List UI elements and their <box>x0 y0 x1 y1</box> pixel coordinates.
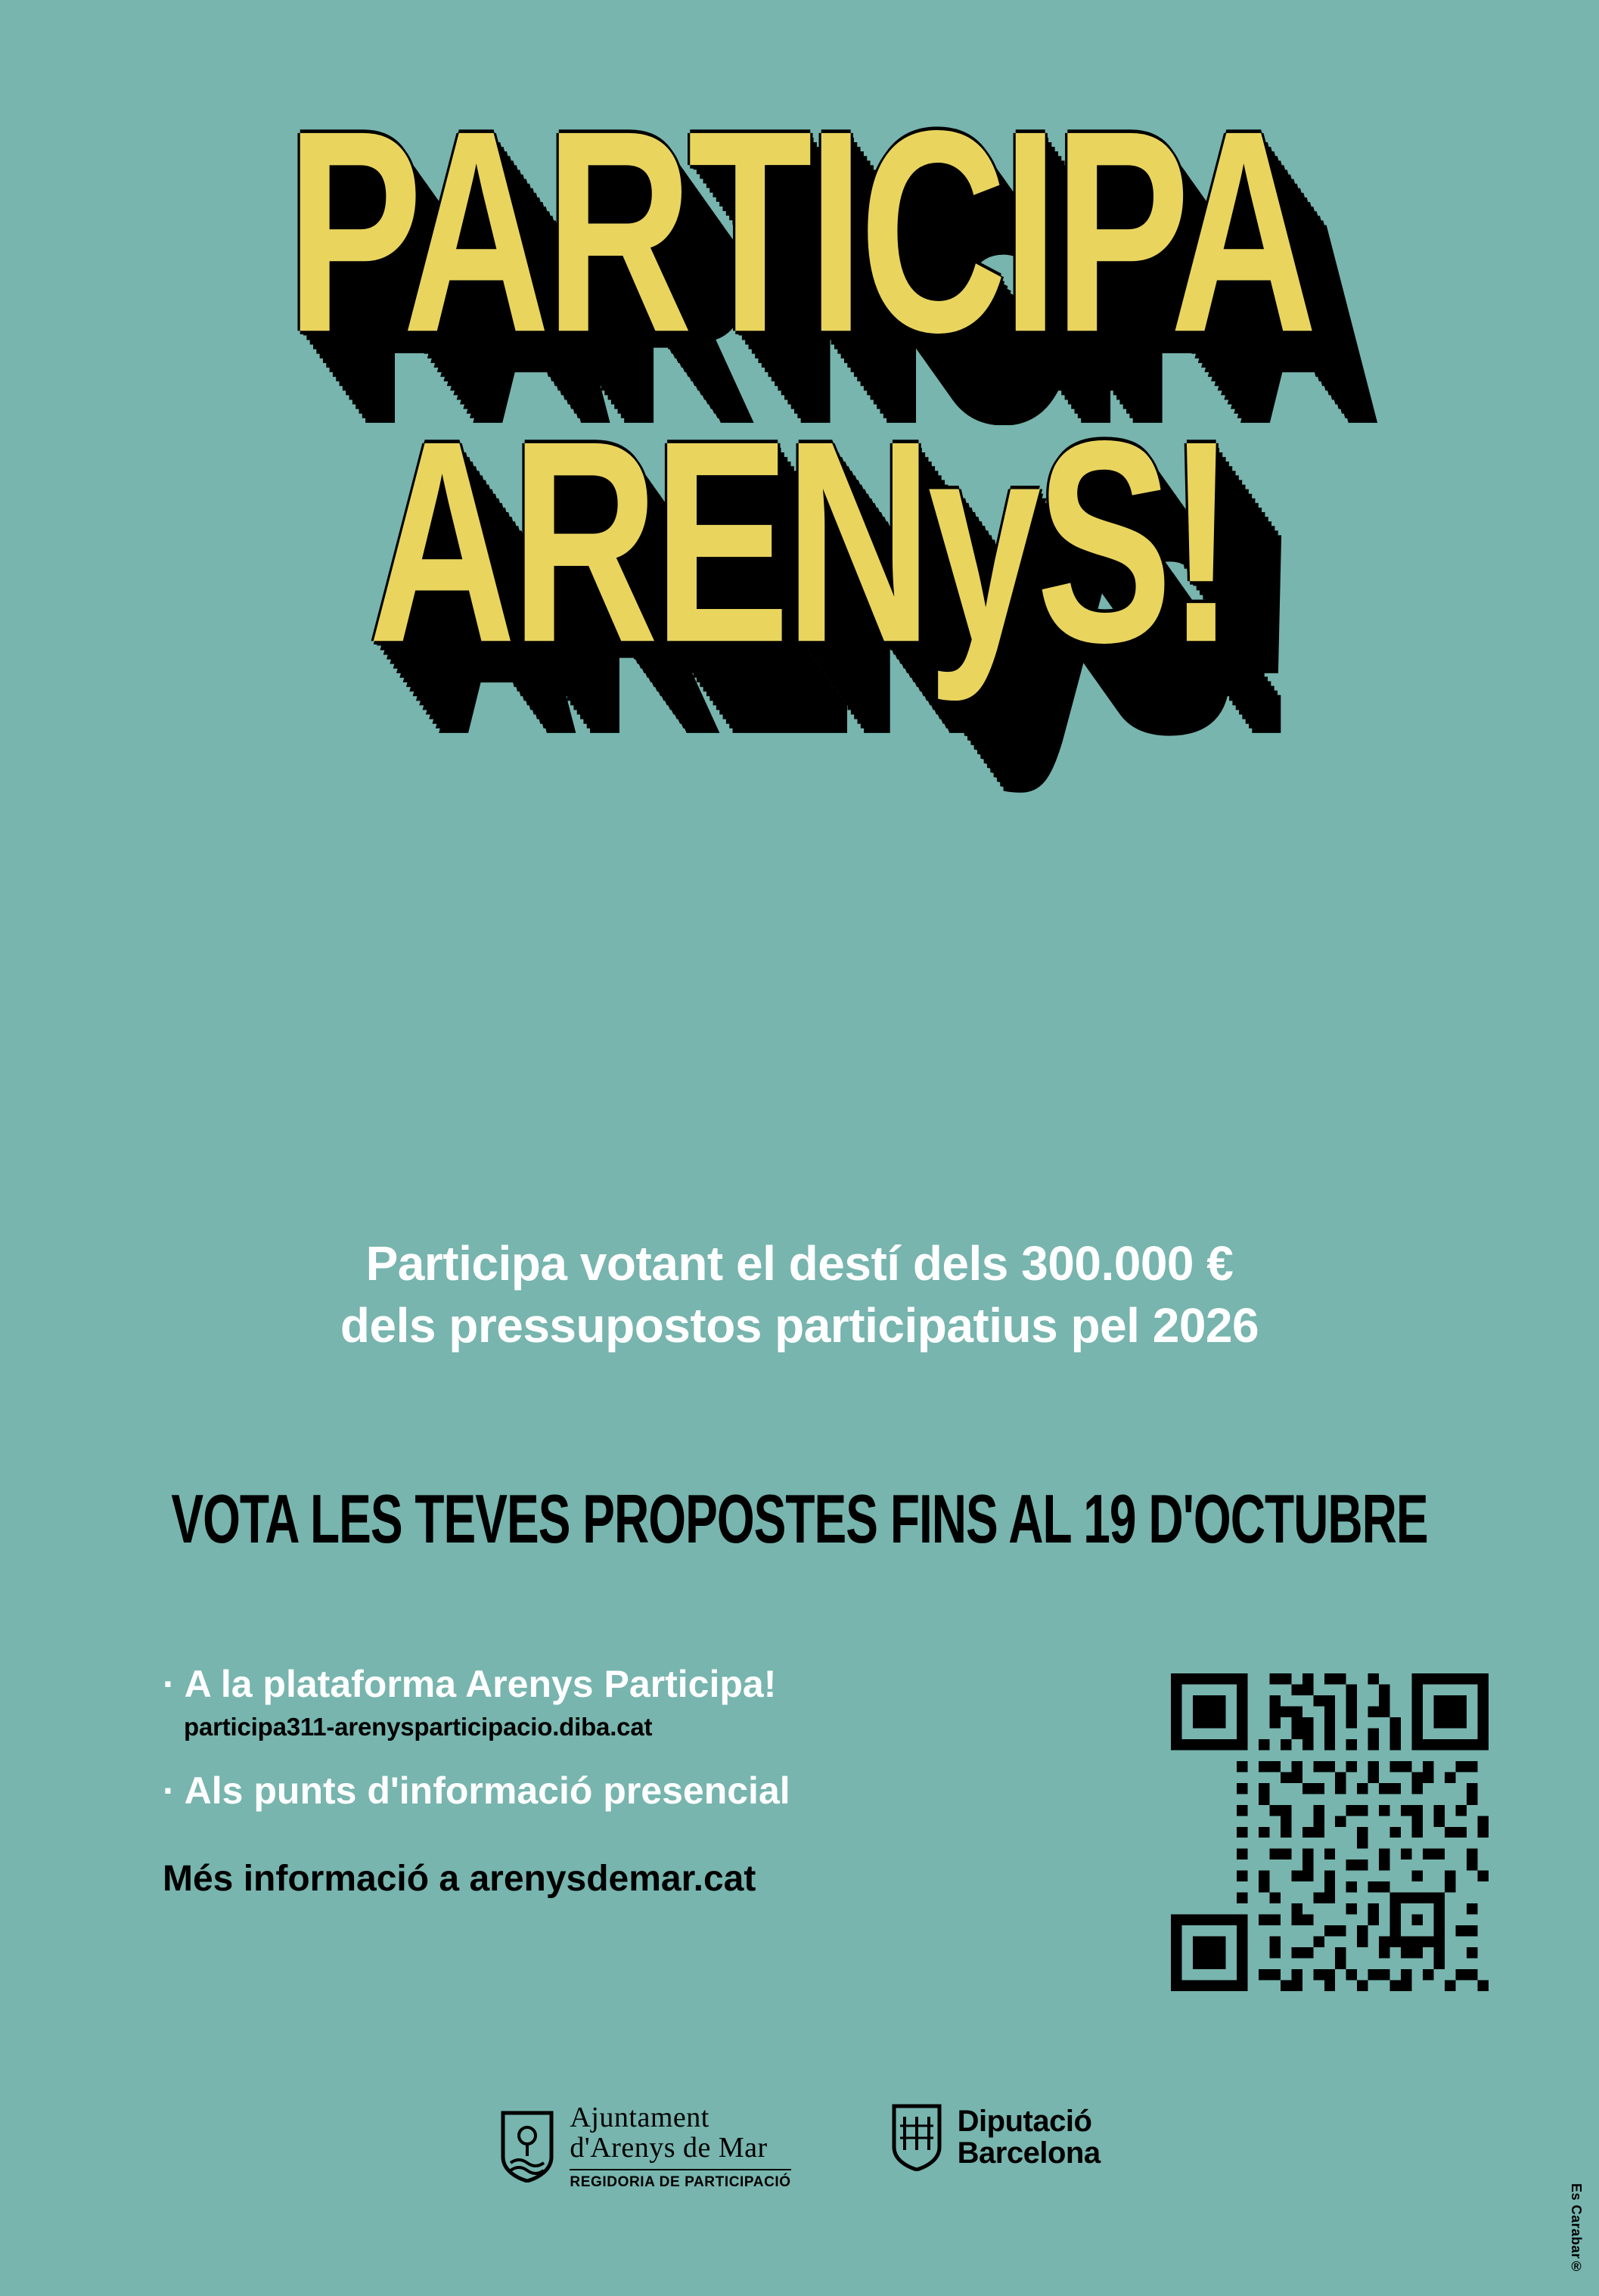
info-bullet-presencial: · Als punts d'informació presencial <box>163 1769 790 1812</box>
platform-url[interactable]: participa311-arenysparticipacio.diba.cat <box>184 1712 653 1741</box>
headline-line-2: ARENyS! <box>368 381 1231 702</box>
diputacio-crest-icon <box>890 2103 944 2171</box>
deadline-banner: VOTA LES TEVES PROPOSTES FINS AL 19 D'OCTUBRE <box>171 1480 1428 1558</box>
logo-ajuntament-line-3: REGIDORIA DE PARTICIPACIÓ <box>570 2169 790 2190</box>
subtitle <box>0 1233 1599 1357</box>
logo-diputacio-line-1: Diputació <box>957 2105 1092 2138</box>
logo-ajuntament-line-1: Ajuntament <box>570 2102 709 2133</box>
logo-diputacio-line-2: Barcelona <box>957 2136 1101 2170</box>
qr-code-icon <box>1171 1673 1489 1991</box>
headline <box>0 70 1599 702</box>
logo-ajuntament-arenys-de-mar <box>498 2103 790 2190</box>
more-info: Més informació a arenysdemar.cat <box>163 1859 756 1899</box>
info-block <box>163 1661 1116 1900</box>
headline-line-1: PARTICIPA <box>286 70 1313 392</box>
qr-code[interactable] <box>1171 1673 1489 1991</box>
footer-logos <box>0 2103 1599 2190</box>
info-bullet-platform: · A la plataforma Arenys Participa! <box>163 1663 777 1705</box>
designer-credit: Es Carabar® <box>1569 2183 1584 2275</box>
arenys-crest-icon <box>498 2110 556 2183</box>
subtitle-line-1: Participa votant el destí dels 300.000 € <box>365 1236 1234 1291</box>
subtitle-line-2: dels pressupostos participatius pel 2026 <box>340 1297 1259 1353</box>
logo-ajuntament-line-2: d'Arenys de Mar <box>570 2131 768 2164</box>
logo-diputacio-barcelona <box>890 2103 1101 2171</box>
